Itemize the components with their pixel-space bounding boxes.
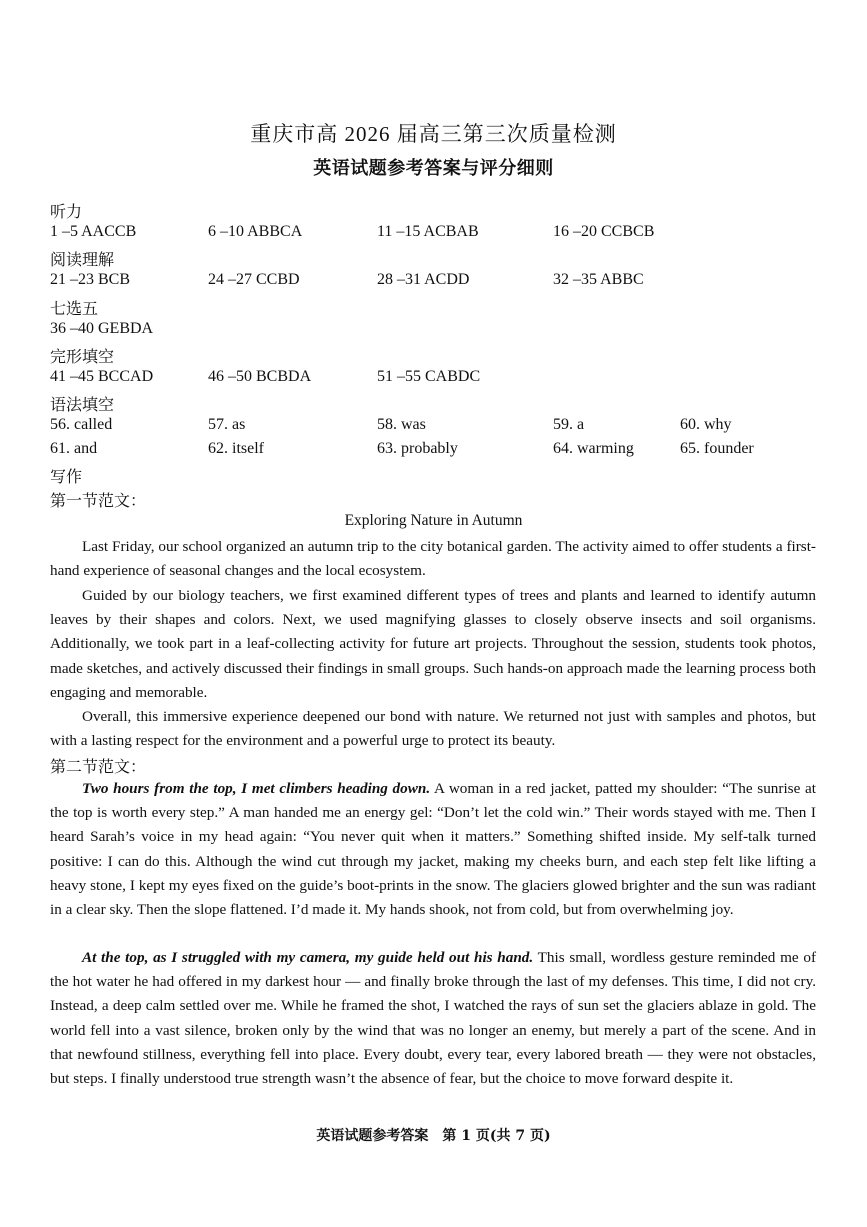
essay2-lead-sentence: At the top, as I struggled with my camera, my guide held out his hand. (82, 949, 534, 966)
essay2-paragraph (50, 777, 816, 922)
page-footer: 英语试题参考答案 第 1 页(共 7 页) (316, 1128, 551, 1144)
page-subtitle: 英语试题参考答案与评分细则 (313, 158, 554, 178)
answer-group: 11 –15 ACBAB (377, 223, 479, 240)
grammar-answer: 64. warming (553, 440, 634, 457)
grammar-answer: 59. a (553, 416, 585, 433)
grammar-answer: 63. probably (377, 440, 458, 457)
grammar-answer: 56. called (50, 416, 113, 433)
answer-group: 21 –23 BCB (50, 271, 131, 288)
answer-group: 32 –35 ABBC (553, 271, 644, 288)
section-label-grammar: 语法填空 (50, 395, 115, 414)
answer-group: 6 –10 ABBCA (208, 223, 303, 240)
grammar-answer: 62. itself (208, 440, 264, 457)
grammar-answer: 57. as (208, 416, 246, 433)
essay2-lead-sentence: Two hours from the top, I met climbers heading down. (82, 780, 431, 797)
section-label-writing: 写作 (50, 467, 83, 486)
section2-label: 第二节范文： (50, 757, 147, 776)
section-label-cloze: 完形填空 (50, 347, 115, 366)
grammar-answer: 61. and (50, 440, 98, 457)
answer-group: 36 –40 GEBDA (50, 320, 154, 337)
answer-group: 46 –50 BCBDA (208, 368, 312, 385)
essay-title: Exploring Nature in Autumn (344, 512, 523, 529)
answer-group: 41 –45 BCCAD (50, 368, 154, 385)
section1-label: 第一节范文： (50, 491, 147, 510)
section-label-seven-five: 七选五 (50, 299, 99, 318)
answer-group: 16 –20 CCBCB (553, 223, 655, 240)
answer-group: 51 –55 CABDC (377, 368, 481, 385)
grammar-answer: 58. was (377, 416, 426, 433)
answer-group: 1 –5 AACCB (50, 223, 137, 240)
essay1-paragraph: Overall, this immersive experience deepened our bond with nature. We returned not just with samples and photos, but with a lasting respect for the environment and a powerful urge to protect its beauty. (50, 708, 816, 750)
section-label-listening: 听力 (50, 202, 83, 221)
section-label-reading: 阅读理解 (50, 250, 115, 269)
essay2-body: A woman in a red jacket, patted my shoulder: “The sunrise at the top is worth every step.” A man handed me an energy gel: “Don’t let the cold win.” Their words stayed with me. Then I heard Sarah’s voice in my head again: “You never quit when it matters.” Something shifted inside. My self-talk turned positive: I can do this. Although the wind cut through my jacket, making my cheeks burn, and each step felt like lifting a heavy stone, I kept my eyes fixed on the guide’s boot-prints in the snow. The glaciers glowed brighter and the sun was radiant in a clear sky. Then the slope flattened. I’d made it. My hands shook, not from cold, but from overwhelming joy. (50, 780, 816, 919)
grammar-answer: 65. founder (680, 440, 754, 457)
essay2-paragraph (50, 946, 816, 1091)
essay2-body: This small, wordless gesture reminded me of the hot water he had offered in my darkest hour — and finally broke through the last of my defenses. This time, I did not cry. Instead, a deep calm settled over me. While he framed the shot, I watched the rays of sun set the glaciers ablaze in gold. The world fell into a vast silence, broken only by the wind that was no longer an enemy, but merely a part of the scene. And in that newfound stillness, everything fell into place. Every doubt, every tear, every labored breath — they were not obstacles, but steps. I finally understood true strength wasn’t the absence of fear, but the choice to move forward despite it. (50, 949, 816, 1088)
answer-group: 28 –31 ACDD (377, 271, 470, 288)
answer-group: 24 –27 CCBD (208, 271, 300, 288)
essay1-paragraph: Guided by our biology teachers, we first examined different types of trees and plants and learned to identify autumn leaves by their shapes and colors. Next, we used magnifying glasses to closely observe insects and soil organisms. Additionally, we took part in a leaf-collecting activity for future art projects. Throughout the session, students took photos, made sketches, and actively discussed their findings in small groups. Such hands-on approach made the learning process both engaging and memorable. (50, 587, 816, 701)
essay1-paragraph: Last Friday, our school organized an autumn trip to the city botanical garden. The activity aimed to offer students a first-hand experience of seasonal changes and the local ecosystem. (50, 538, 816, 580)
grammar-answer: 60. why (680, 416, 732, 433)
page-title: 重庆市高 2026 届高三第三次质量检测 (250, 122, 617, 146)
